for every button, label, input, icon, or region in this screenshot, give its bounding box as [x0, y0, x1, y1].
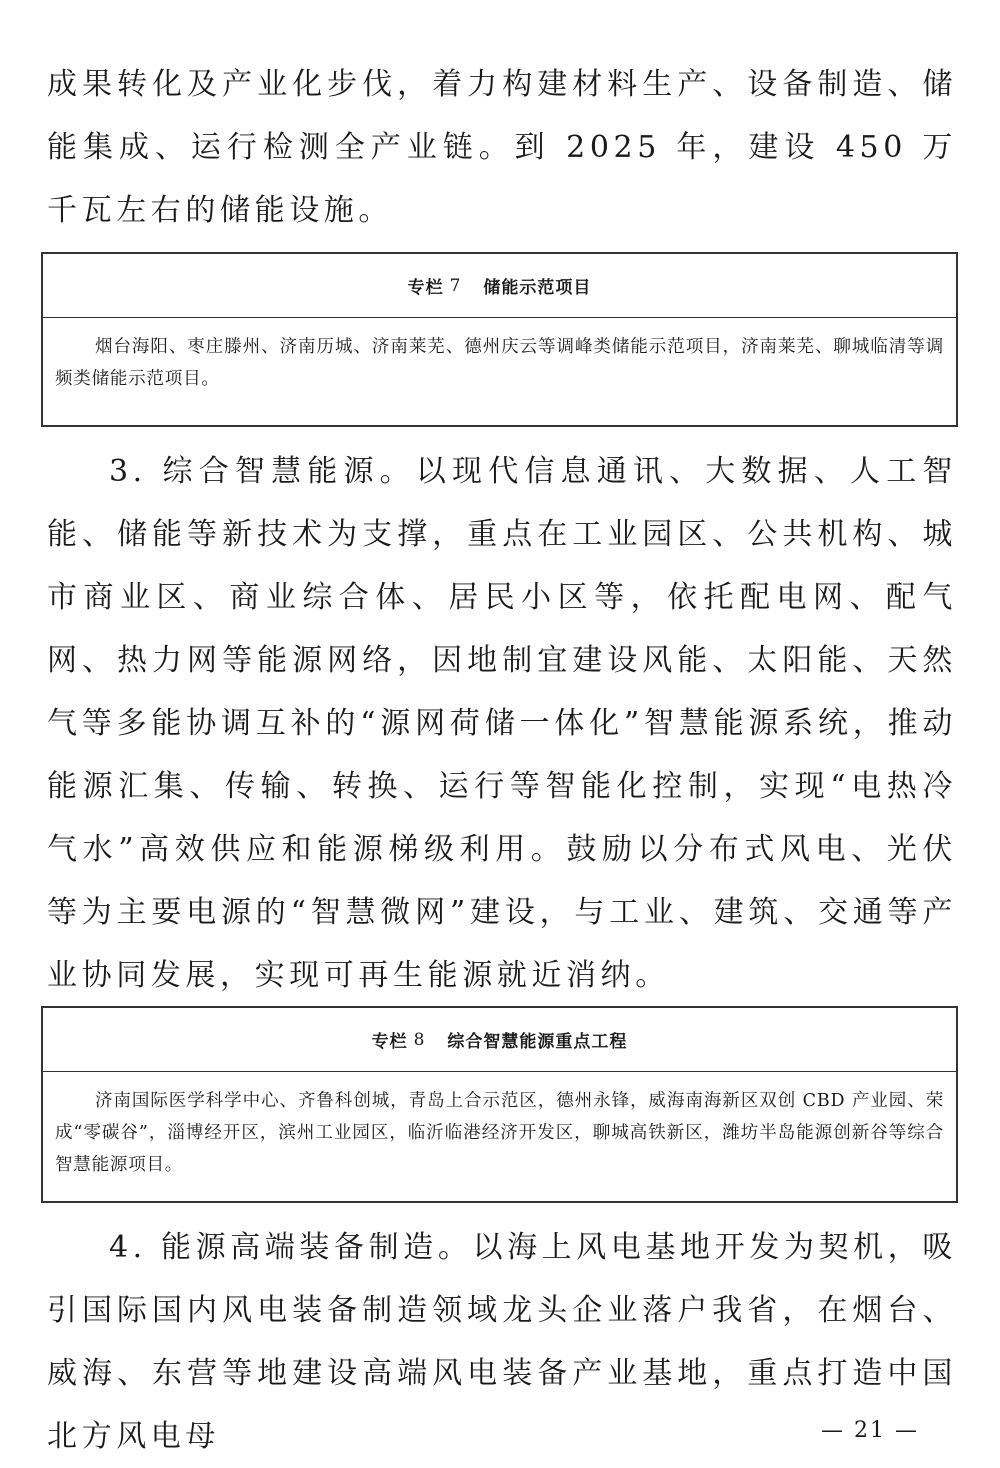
column-box-7-header — [43, 254, 956, 318]
column-box-8-number: 8 — [413, 1029, 426, 1050]
column-box-7-number: 7 — [449, 275, 462, 296]
paragraph-intro: 成果转化及产业化步伐，着力构建材料生产、设备制造、储能集成、运行检测全产业链。到 2025 年，建设 450 万千瓦左右的储能设施。 — [47, 67, 957, 228]
column-box-7 — [41, 252, 958, 427]
column-box-8-body: 济南国际医学科学中心、齐鲁科创城，青岛上合示范区，德州永锋，威海南海新区双创 CBD 产业园、荣成“零碳谷”，淄博经开区，滨州工业园区，临沂临港经济开发区，聊城高铁新区，潍坊半岛能源创新谷等综合智慧能源项目。 — [55, 1091, 944, 1175]
paragraph-section-4: 4. 能源高端装备制造。以海上风电基地开发为契机，吸引国际国内风电装备制造领域龙头企业落户我省，在烟台、威海、东营等地建设高端风电装备产业基地，重点打造中国北方风电母 — [47, 1230, 957, 1454]
page-number: — 21 — — [821, 1418, 919, 1443]
column-box-7-label: 专栏 — [407, 278, 444, 298]
paragraph-section-3: 3. 综合智慧能源。以现代信息通讯、大数据、人工智能、储能等新技术为支撑，重点在工业园区、公共机构、城市商业区、商业综合体、居民小区等，依托配电网、配气网、热力网等能源网络，因地制宜建设风能、太阳能、天然气等多能协调互补的“源网荷储一体化”智慧能源系统，推动能源汇集、传输、转换、运行等智能化控制，实现“电热冷气水”高效供应和能源梯级利用。鼓励以分布式风电、光伏等为主要电源的“智慧微网”建设，与工业、建筑、交通等产业协同发展，实现可再生能源就近消纳。 — [47, 454, 957, 993]
column-box-8-label: 专栏 — [371, 1032, 408, 1052]
column-box-7-title: 储能示范项目 — [483, 278, 592, 298]
column-box-7-body: 烟台海阳、枣庄滕州、济南历城、济南莱芜、德州庆云等调峰类储能示范项目，济南莱芜、聊城临清等调频类储能示范项目。 — [55, 337, 944, 389]
column-box-8-header — [43, 1008, 956, 1072]
column-box-8-title: 综合智慧能源重点工程 — [447, 1032, 628, 1052]
column-box-8 — [41, 1006, 958, 1203]
